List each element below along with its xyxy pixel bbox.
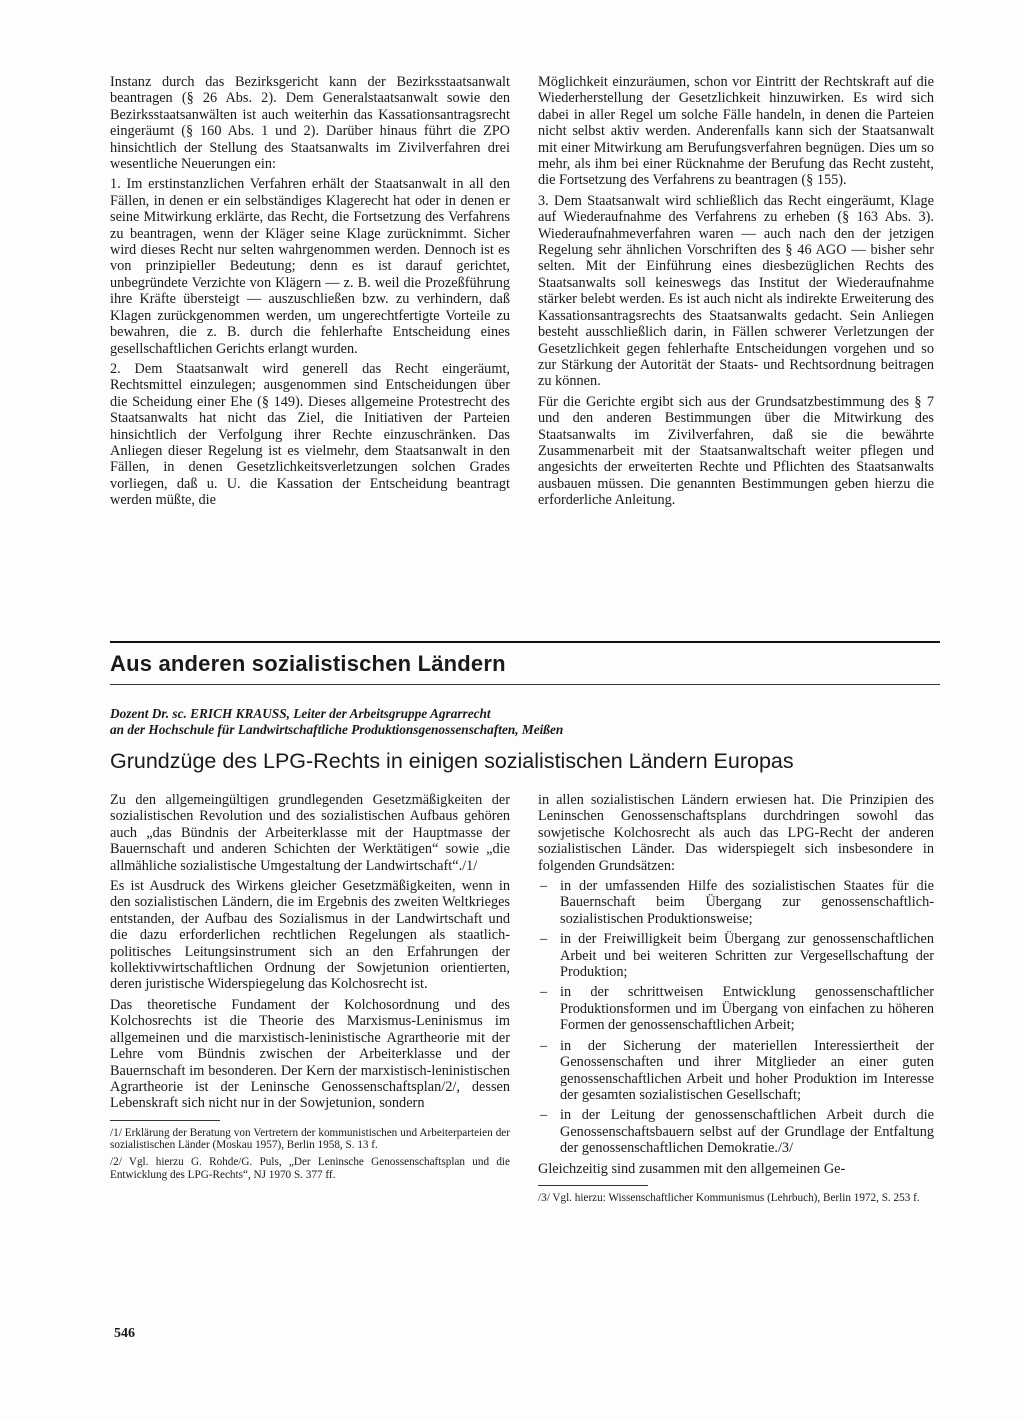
paragraph: Gleichzeitig sind zusammen mit den allgemeinen Ge-	[538, 1160, 846, 1177]
footnote: /3/ Vgl. hierzu: Wissenschaftlicher Kommunismus (Lehrbuch), Berlin 1972, S. 253 f.	[538, 1191, 920, 1204]
paragraph: in allen sozialistischen Ländern erwiesen hat. Die Prinzipien des Leninschen Genossenschaftsplans durchdringen sowohl das sowjetische Kolchosrecht als auch das LPG-Recht der anderen sozialistischen Länder. Das widerspiegelt sich insbesondere in folgenden Grundsätzen:	[538, 792, 934, 874]
paragraph: 3. Dem Staatsanwalt wird schließlich das Recht eingeräumt, Klage auf Wiederaufnahme des Verfahrens zu erheben (§ 163 Abs. 3). Wiederaufnahmeverfahren waren — auch nach den der jetzigen Regelung sehr ähnlichen Vorschriften des § 46 AGO — bisher sehr selten. Mit der Einführung eines diesbezüglichen Rechts des Staatsanwalts soll keineswegs das Institut der Wiederaufnahme stärker belebt werden. Es ist auch nicht als indirekte Erweiterung des Kassationsantragsrechts des Staatsanwalts gedacht. Sein Anliegen besteht ausschließlich darin, in Fällen schwerer Verletzungen der Gesetzlichkeit gegen fehlerhafte Entscheidungen vorgehen und so zur Stärkung der Autorität der Staats- und Rechtsordnung beitragen zu können.	[538, 192, 934, 390]
list-item: – in der umfassenden Hilfe des sozialistischen Staates für die Bauernschaft beim Übergang zur genossenschaftlich-sozialistischen Produktionsweise;	[538, 878, 934, 927]
paragraph: 2. Dem Staatsanwalt wird generell das Recht eingeräumt, Rechtsmittel einzulegen; ausgenommen sind Entscheidungen über die Scheidung einer Ehe (§ 149). Dieses allgemeine Protestrecht des Staatsanwalts hat nicht das Ziel, die Initiativen der Parteien hinsichtlich der Verfolgung ihrer Rechte einzuschränken. Das Anliegen dieser Regelung ist es vielmehr, dem Staatsanwalt in den Fällen, in denen Gesetzlichkeitsverletzungen solchen Grades vorliegen, daß u. U. die Kassation der Entscheidung beantragt werden müßte, die	[110, 360, 510, 509]
byline-line-2: an der Hochschule für Landwirtschaftliche Produktionsgenossenschaften, Meißen	[110, 722, 564, 737]
section-divider	[110, 641, 940, 643]
footnote: /2/ Vgl. hierzu G. Rohde/G. Puls, „Der Leninsche Genossenschaftsplan und die Entwicklung des LPG-Rechts“, NJ 1970 S. 377 ff.	[110, 1155, 510, 1181]
paragraph: Es ist Ausdruck des Wirkens gleicher Gesetzmäßigkeiten, wenn in den sozialistischen Ländern, die im Ergebnis des zweiten Weltkrieges entstanden, der Aufbau des Sozialismus in der Landwirtschaft und die dazu erforderlichen rechtlichen Regelungen als staatlich-politisches Leitungsinstrument sich an den Erfahrungen der kollektivwirtschaftlichen Ordnung der Sowjetunion orientierten, deren juristische Widerspiegelung das Kolchosrecht ist.	[110, 878, 510, 993]
paragraph: Zu den allgemeingültigen grundlegenden Gesetzmäßigkeiten der sozialistischen Revolution und des sozialistischen Aufbaus gehören auch „das Bündnis der Arbeiterklasse mit der Hauptmasse der Bauernschaft und anderen Schichten der Werktätigen“ sowie „die allmähliche sozialistische Umgestaltung der Landwirtschaft“./1/	[110, 792, 510, 874]
paragraph: Das theoretische Fundament der Kolchosordnung und des Kolchosrechts ist die Theorie des Marxismus-Leninismus im allgemeinen und die marxistisch-leninistische Agrartheorie mit der Lehre vom Bündnis zwischen der Arbeiterklasse und der Bauernschaft im besonderen. Der Kern der marxistisch-leninistischen Agrartheorie ist der Leninsche Genossenschaftsplan/2/, dessen Lebenskraft sich nicht nur in der Sowjetunion, sondern	[110, 996, 510, 1112]
page-number: 546	[114, 1326, 135, 1341]
list-item: – in der Leitung der genossenschaftlichen Arbeit durch die Genossenschaftsbauern selbst auf der Grundlage der Entfaltung der genossenschaftlichen Demokratie./3/	[538, 1107, 934, 1156]
list-item: – in der Freiwilligkeit beim Übergang zur genossenschaftlichen Arbeit und bei weiteren Schritten zur Vergesellschaftung der Produktion;	[538, 931, 934, 980]
byline-line-1: Dozent Dr. sc. ERICH KRAUSS, Leiter der Arbeitsgruppe Agrarrecht	[110, 706, 491, 721]
author-byline	[110, 706, 810, 738]
article-title: Grundzüge des LPG-Rechts in einigen sozialistischen Ländern Europas	[110, 749, 794, 773]
list-item: – in der Sicherung der materiellen Interessiertheit der Genossenschaften und ihrer Mitglieder an einer guten genossenschaftlichen Arbeit und hoher Produktion im Interesse der gesamten sozialistischen Gesellschaft;	[538, 1038, 934, 1104]
list-item: – in der schrittweisen Entwicklung genossenschaftlicher Produktionsformen und im Übergang von einfachen zu höheren Formen der genossenschaftlichen Arbeit;	[538, 984, 934, 1033]
bottom-right-column	[538, 792, 934, 1209]
footnote-divider	[110, 1120, 220, 1121]
paragraph: Möglichkeit einzuräumen, schon vor Eintritt der Rechtskraft auf die Wiederherstellung der Gesetzlichkeit hinzuwirken. Es wird sich dabei in aller Regel um solche Fälle handeln, in denen die Parteien nicht selbst aktiv werden. Anderenfalls kann sich der Staatsanwalt mit einer Mitwirkung am Berufungsverfahren begnügen. Dies um so mehr, als ihm bei einer Rücknahme der Berufung das Recht zusteht, die Fortsetzung des Verfahrens zu beantragen (§ 155).	[538, 74, 934, 189]
footnote: /1/ Erklärung der Beratung von Vertretern der kommunistischen und Arbeiterparteien der sozialistischen Länder (Moskau 1957), Berlin 1958, S. 13 f.	[110, 1126, 510, 1152]
principles-list	[538, 878, 934, 1157]
top-right-column	[538, 74, 934, 513]
section-underline	[110, 684, 940, 685]
bottom-left-column	[110, 792, 510, 1185]
section-heading: Aus anderen sozialistischen Ländern	[110, 651, 506, 676]
paragraph: Instanz durch das Bezirksgericht kann der Bezirksstaatsanwalt beantragen (§ 26 Abs. 2). Dem Generalstaatsanwalt sowie den Bezirksstaatsanwälten ist auch weiterhin das Kassationsantragsrecht eingeräumt (§ 160 Abs. 1 und 2). Darüber hinaus führt die ZPO hinsichtlich der Stellung des Staatsanwalts im Zivilverfahren drei wesentliche Neuerungen ein:	[110, 74, 510, 173]
footnote-divider	[538, 1185, 648, 1186]
paragraph: Für die Gerichte ergibt sich aus der Grundsatzbestimmung des § 7 und den anderen Bestimmungen über die Mitwirkung des Staatsanwalts im Zivilverfahren, daß sie die bewährte Zusammenarbeit mit der Staatsanwaltschaft weiter pflegen und angesichts der erweiterten Rechte und Pflichten des Staatsanwalts ausbauen müssen. Die genannten Bestimmungen geben hierzu die erforderliche Anleitung.	[538, 393, 934, 509]
top-left-column	[110, 74, 510, 513]
paragraph: 1. Im erstinstanzlichen Verfahren erhält der Staatsanwalt in all den Fällen, in denen er ein selbständiges Klagerecht hat oder in denen er seine Mitwirkung erklärte, das Recht, die Fortsetzung des Verfahrens zu beantragen, wenn der Kläger seine Klage zurücknimmt. Sicher wird dieses Recht nur selten wahrgenommen werden. Dennoch ist es von prinzipieller Bedeutung; denn es ist darauf gerichtet, unbegründete Verzichte von Klägern — z. B. weil die Prozeßführung ihre Kräfte übersteigt — auszuschließen bzw. zu verhindern, daß Klagen zurückgenommen werden, um ungerechtfertigte Vorteile zu bewahren, die z. B. durch die fehlerhafte Entscheidung eines gesellschaftlichen Gerichts erlangt wurden.	[110, 176, 510, 357]
